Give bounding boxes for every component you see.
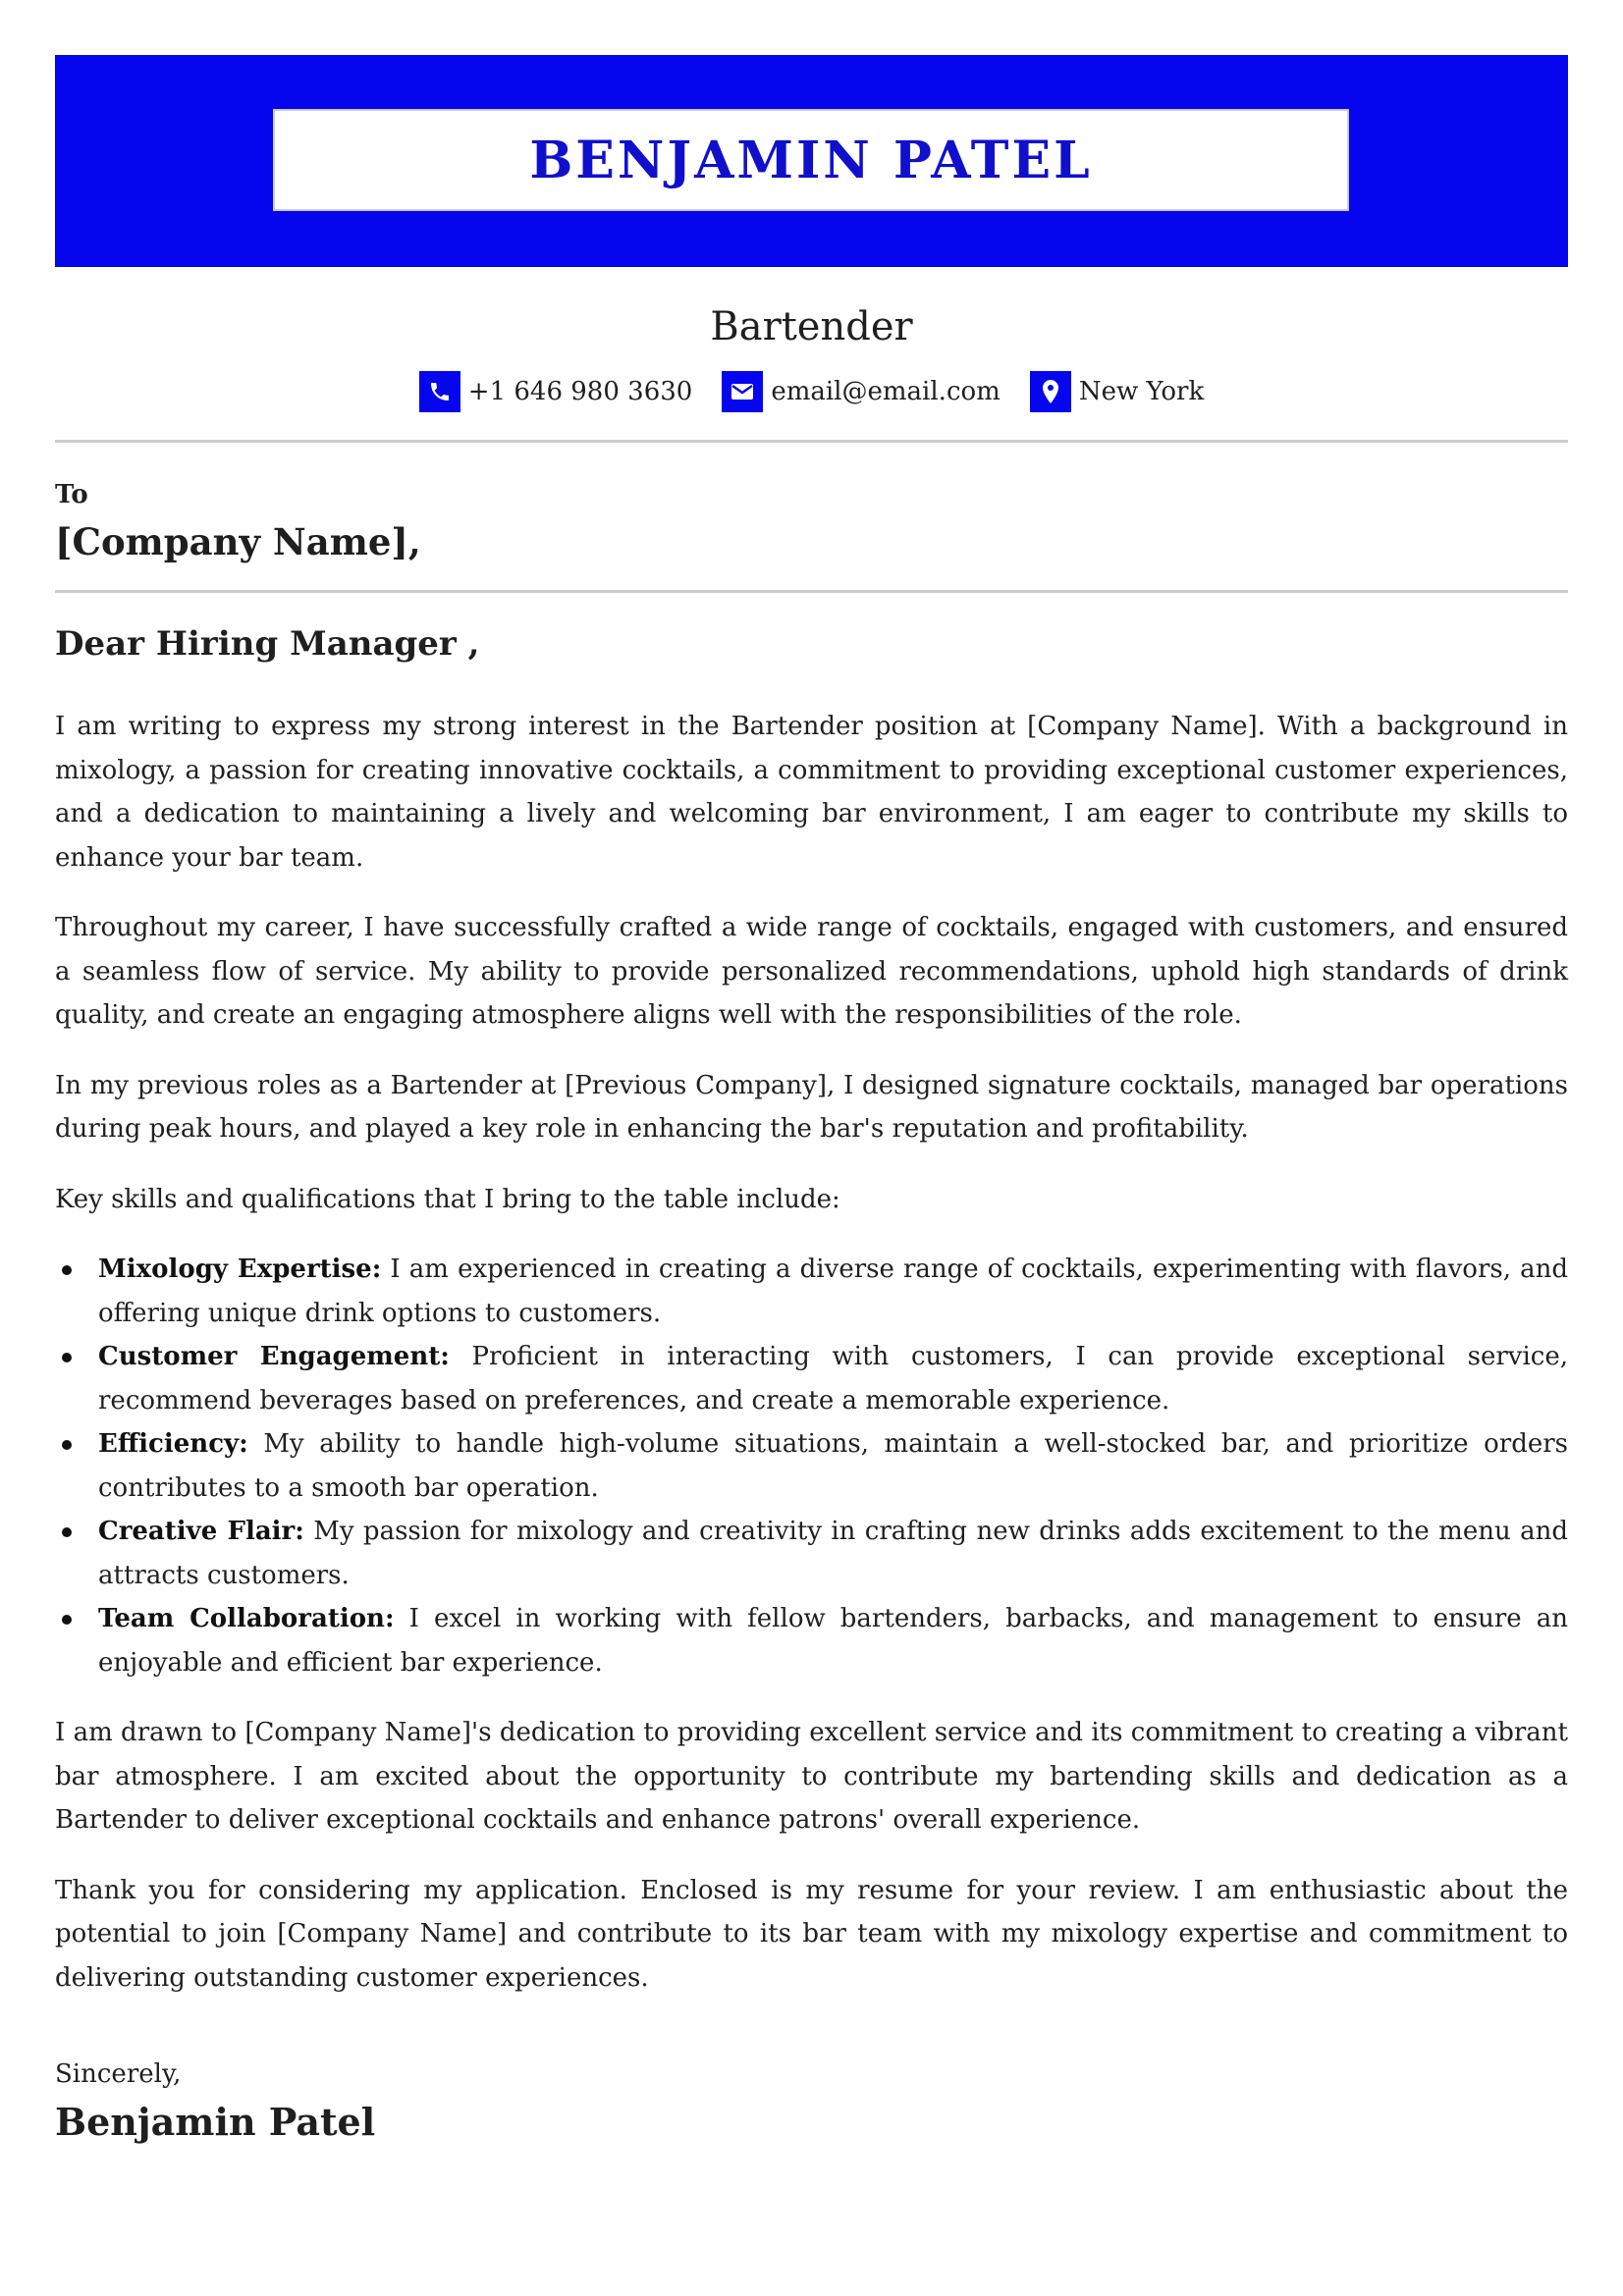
phone-number: +1 646 980 3630 — [467, 377, 693, 406]
paragraph: Throughout my career, I have successfully crafted a wide range of cocktails, engaged with customers, and ensured a seamless flow of service. My ability to provide personalized recommendations, uphold high standards of drink quality, and create an engaging atmosphere aligns well with the responsibilities of the role. — [55, 913, 1568, 1030]
email-address: email@email.com — [771, 377, 1001, 406]
cover-letter-page — [55, 55, 1568, 2145]
skill-title: Creative Flair: — [98, 1517, 304, 1546]
header-band — [55, 55, 1568, 267]
paragraph: I am writing to express my strong interest in the Bartender position at [Company Name]. With a background in mixology, a passion for creating innovative cocktails, a commitment to providing exceptional customer experiences, and a dedication to maintaining a lively and welcoming bar environment, I am eager to contribute my skills to enhance your bar team. — [55, 712, 1568, 873]
list-item — [55, 1597, 1568, 1684]
envelope-icon — [722, 371, 763, 412]
skill-text: My passion for mixology and creativity in crafting new drinks adds excitement to the menu and attracts customers. — [98, 1517, 1568, 1590]
paragraph: Thank you for considering my application. Enclosed is my resume for your review. I am enthusiastic about the potential to join [Company Name] and contribute to its bar team with my mixology expertise and commitment to delivering outstanding customer experiences. — [55, 1875, 1568, 1993]
phone-icon — [419, 371, 460, 412]
job-title: Bartender — [710, 304, 913, 349]
contact-phone — [419, 371, 693, 412]
paragraph: In my previous roles as a Bartender at [Previous Company], I designed signature cocktails, managed bar operations during peak hours, and played a key role in enhancing the bar's reputation and profitability. — [55, 1070, 1568, 1144]
location: New York — [1078, 377, 1205, 406]
skill-title: Efficiency: — [98, 1429, 248, 1459]
list-item — [55, 1510, 1568, 1597]
skill-text: Proficient in interacting with customers, I can provide exceptional service, recommend beverages based on preferences, and create a memorable experience. — [98, 1342, 1569, 1415]
list-item — [55, 1248, 1568, 1335]
to-label: To — [55, 480, 88, 509]
recipient-company: [Company Name], — [55, 520, 421, 563]
paragraph: Key skills and qualifications that I bring to the table include: — [55, 1184, 840, 1214]
sign-off: Sincerely, — [55, 2059, 182, 2089]
name-box — [273, 109, 1349, 211]
salutation: Dear Hiring Manager , — [55, 624, 480, 664]
skill-text: My ability to handle high-volume situations, maintain a well-stocked bar, and prioritize orders contributes to a smooth bar operation. — [98, 1429, 1568, 1503]
list-item — [55, 1422, 1568, 1510]
divider — [55, 590, 1568, 593]
skill-title: Customer Engagement: — [98, 1342, 450, 1371]
skill-text: I am experienced in creating a diverse range of cocktails, experimenting with flavors, and offering unique drink options to customers. — [98, 1255, 1568, 1328]
list-item — [55, 1335, 1568, 1422]
contact-row — [55, 371, 1568, 412]
letter-body — [55, 705, 1568, 2000]
contact-email — [722, 371, 1000, 412]
contact-location — [1030, 371, 1204, 412]
applicant-name: BENJAMIN PATEL — [529, 130, 1093, 190]
skill-title: Team Collaboration: — [98, 1604, 395, 1633]
map-pin-icon — [1030, 371, 1071, 412]
skill-title: Mixology Expertise: — [98, 1255, 382, 1284]
skills-list — [55, 1248, 1568, 1684]
paragraph: I am drawn to [Company Name]'s dedication to providing excellent service and its commitment to creating a vibrant bar atmosphere. I am excited about the opportunity to contribute my bartending skills and dedication as a Bartender to deliver exceptional cocktails and enhance patrons' overall experience. — [55, 1718, 1568, 1835]
signature-name: Benjamin Patel — [55, 2100, 376, 2144]
divider — [55, 440, 1568, 443]
skill-text: I excel in working with fellow bartenders, barbacks, and management to ensure an enjoyable and efficient bar experience. — [98, 1604, 1569, 1678]
